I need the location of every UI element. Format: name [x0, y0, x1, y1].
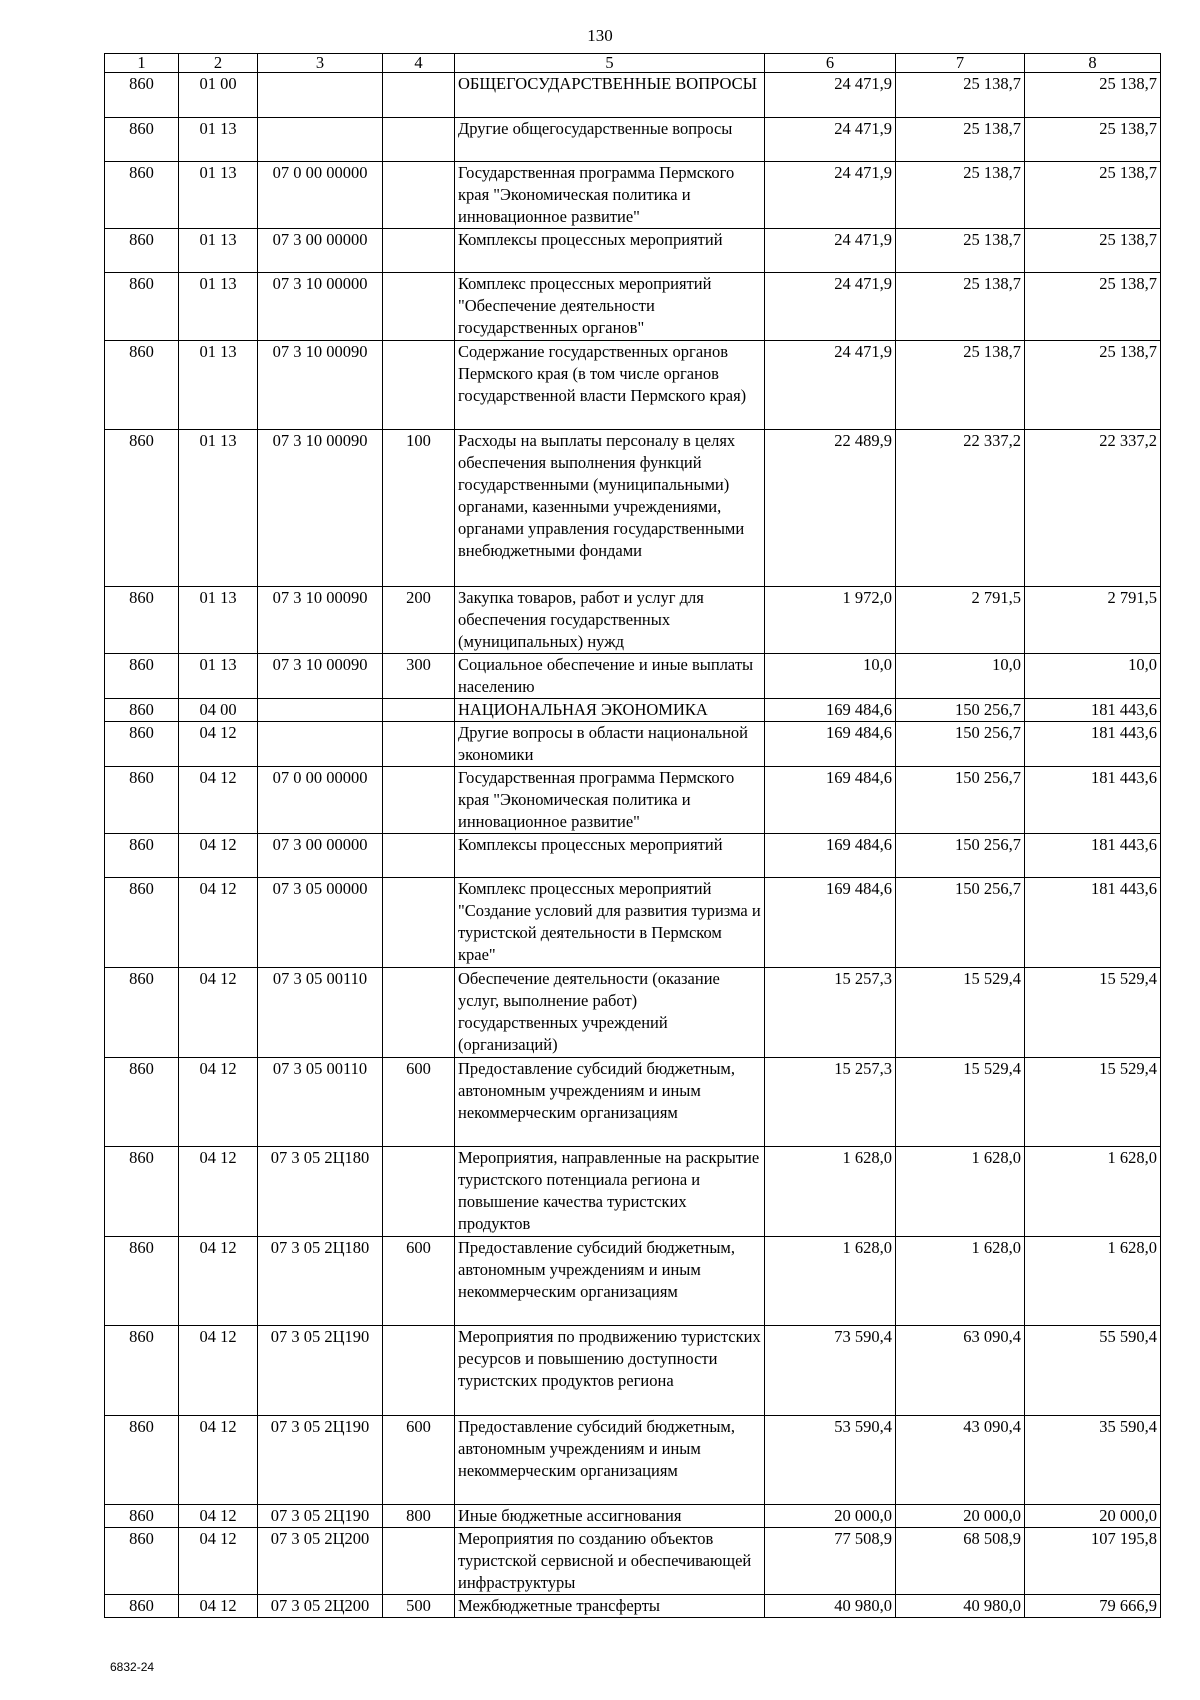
amount-col-8: 25 138,7	[1025, 118, 1161, 162]
item-name: Расходы на выплаты персоналу в целях обеспечения выполнения функций государственными (муниципальными) органами, казенными учреждениями, органами управления государственными внебюджетными фондами	[455, 430, 765, 587]
target-article-code: 07 3 05 2Ц200	[258, 1528, 383, 1595]
section-code: 01 13	[179, 273, 258, 341]
item-name: Закупка товаров, работ и услуг для обеспечения государственных (муниципальных) нужд	[455, 587, 765, 654]
amount-col-8: 15 529,4	[1025, 1058, 1161, 1147]
amount-col-7: 1 628,0	[896, 1147, 1025, 1237]
section-code: 04 12	[179, 1058, 258, 1147]
expense-type-code	[383, 1147, 455, 1237]
target-article-code: 07 3 05 00000	[258, 878, 383, 968]
table-row	[105, 878, 1161, 968]
target-article-code: 07 3 10 00090	[258, 341, 383, 430]
item-name: ОБЩЕГОСУДАРСТВЕННЫЕ ВОПРОСЫ	[455, 73, 765, 118]
amount-col-8: 22 337,2	[1025, 430, 1161, 587]
section-code: 04 12	[179, 1505, 258, 1528]
amount-col-7: 25 138,7	[896, 341, 1025, 430]
amount-col-7: 20 000,0	[896, 1505, 1025, 1528]
column-header: 7	[896, 54, 1025, 73]
table-row	[105, 1237, 1161, 1326]
amount-col-7: 25 138,7	[896, 273, 1025, 341]
amount-col-8: 10,0	[1025, 654, 1161, 699]
amount-col-6: 24 471,9	[765, 273, 896, 341]
ved-code: 860	[105, 1326, 179, 1416]
target-article-code: 07 0 00 00000	[258, 162, 383, 229]
expense-type-code	[383, 834, 455, 878]
amount-col-6: 1 628,0	[765, 1237, 896, 1326]
table-row	[105, 968, 1161, 1058]
page-number: 130	[587, 26, 613, 45]
section-code: 04 12	[179, 722, 258, 767]
amount-col-6: 169 484,6	[765, 878, 896, 968]
amount-col-8: 107 195,8	[1025, 1528, 1161, 1595]
ved-code: 860	[105, 587, 179, 654]
amount-col-8: 25 138,7	[1025, 229, 1161, 273]
item-name: Содержание государственных органов Пермского края (в том числе органов государственной власти Пермского края)	[455, 341, 765, 430]
table-row	[105, 341, 1161, 430]
table-row	[105, 1528, 1161, 1595]
amount-col-6: 53 590,4	[765, 1416, 896, 1505]
ved-code: 860	[105, 767, 179, 834]
section-code: 04 12	[179, 1528, 258, 1595]
table-row	[105, 430, 1161, 587]
amount-col-7: 25 138,7	[896, 118, 1025, 162]
section-code: 04 00	[179, 699, 258, 722]
table-row	[105, 273, 1161, 341]
section-code: 01 13	[179, 162, 258, 229]
amount-col-7: 10,0	[896, 654, 1025, 699]
amount-col-7: 43 090,4	[896, 1416, 1025, 1505]
expense-type-code	[383, 722, 455, 767]
amount-col-7: 150 256,7	[896, 722, 1025, 767]
column-header: 8	[1025, 54, 1161, 73]
amount-col-6: 24 471,9	[765, 162, 896, 229]
column-number-row	[105, 54, 1161, 73]
amount-col-8: 55 590,4	[1025, 1326, 1161, 1416]
ved-code: 860	[105, 722, 179, 767]
table-row	[105, 654, 1161, 699]
amount-col-7: 25 138,7	[896, 229, 1025, 273]
amount-col-6: 169 484,6	[765, 767, 896, 834]
item-name: Комплексы процессных мероприятий	[455, 834, 765, 878]
target-article-code	[258, 699, 383, 722]
item-name: Комплексы процессных мероприятий	[455, 229, 765, 273]
item-name: Комплекс процессных мероприятий "Обеспечение деятельности государственных органов"	[455, 273, 765, 341]
expense-type-code: 600	[383, 1058, 455, 1147]
section-code: 04 12	[179, 1237, 258, 1326]
table-row	[105, 834, 1161, 878]
ved-code: 860	[105, 699, 179, 722]
expense-type-code	[383, 229, 455, 273]
item-name: Другие общегосударственные вопросы	[455, 118, 765, 162]
amount-col-6: 1 972,0	[765, 587, 896, 654]
amount-col-6: 1 628,0	[765, 1147, 896, 1237]
amount-col-6: 15 257,3	[765, 1058, 896, 1147]
target-article-code: 07 3 05 2Ц180	[258, 1237, 383, 1326]
amount-col-8: 181 443,6	[1025, 767, 1161, 834]
target-article-code: 07 3 00 00000	[258, 229, 383, 273]
column-header: 4	[383, 54, 455, 73]
section-code: 04 12	[179, 968, 258, 1058]
amount-col-8: 2 791,5	[1025, 587, 1161, 654]
ved-code: 860	[105, 430, 179, 587]
item-name: Иные бюджетные ассигнования	[455, 1505, 765, 1528]
section-code: 01 13	[179, 430, 258, 587]
amount-col-8: 1 628,0	[1025, 1237, 1161, 1326]
section-code: 04 12	[179, 1147, 258, 1237]
table-row	[105, 587, 1161, 654]
expense-type-code	[383, 878, 455, 968]
amount-col-6: 77 508,9	[765, 1528, 896, 1595]
item-name: НАЦИОНАЛЬНАЯ ЭКОНОМИКА	[455, 699, 765, 722]
table-row	[105, 73, 1161, 118]
ved-code: 860	[105, 1595, 179, 1618]
target-article-code: 07 3 05 00110	[258, 968, 383, 1058]
item-name: Мероприятия, направленные на раскрытие туристского потенциала региона и повышение качества туристских продуктов	[455, 1147, 765, 1237]
target-article-code: 07 3 05 2Ц190	[258, 1505, 383, 1528]
ved-code: 860	[105, 1505, 179, 1528]
expense-type-code: 600	[383, 1416, 455, 1505]
item-name: Обеспечение деятельности (оказание услуг, выполнение работ) государственных учреждений (организаций)	[455, 968, 765, 1058]
ved-code: 860	[105, 118, 179, 162]
amount-col-8: 79 666,9	[1025, 1595, 1161, 1618]
amount-col-7: 25 138,7	[896, 73, 1025, 118]
section-code: 04 12	[179, 767, 258, 834]
ved-code: 860	[105, 73, 179, 118]
target-article-code: 07 3 10 00090	[258, 587, 383, 654]
item-name: Комплекс процессных мероприятий "Создание условий для развития туризма и туристской деятельности в Пермском крае"	[455, 878, 765, 968]
amount-col-7: 150 256,7	[896, 834, 1025, 878]
table-row	[105, 162, 1161, 229]
amount-col-8: 20 000,0	[1025, 1505, 1161, 1528]
amount-col-7: 15 529,4	[896, 1058, 1025, 1147]
ved-code: 860	[105, 162, 179, 229]
section-code: 01 13	[179, 341, 258, 430]
table-row	[105, 767, 1161, 834]
column-header: 6	[765, 54, 896, 73]
amount-col-7: 40 980,0	[896, 1595, 1025, 1618]
section-code: 01 00	[179, 73, 258, 118]
column-header: 3	[258, 54, 383, 73]
section-code: 04 12	[179, 1326, 258, 1416]
column-header: 1	[105, 54, 179, 73]
amount-col-8: 25 138,7	[1025, 73, 1161, 118]
ved-code: 860	[105, 878, 179, 968]
table-row	[105, 118, 1161, 162]
amount-col-7: 1 628,0	[896, 1237, 1025, 1326]
target-article-code: 07 3 10 00090	[258, 654, 383, 699]
ved-code: 860	[105, 1528, 179, 1595]
amount-col-6: 73 590,4	[765, 1326, 896, 1416]
amount-col-8: 181 443,6	[1025, 834, 1161, 878]
amount-col-7: 150 256,7	[896, 878, 1025, 968]
expense-type-code: 200	[383, 587, 455, 654]
ved-code: 860	[105, 834, 179, 878]
amount-col-7: 15 529,4	[896, 968, 1025, 1058]
item-name: Предоставление субсидий бюджетным, автономным учреждениям и иным некоммерческим организациям	[455, 1237, 765, 1326]
amount-col-6: 24 471,9	[765, 341, 896, 430]
amount-col-8: 25 138,7	[1025, 162, 1161, 229]
table-row	[105, 1595, 1161, 1618]
table-body	[105, 73, 1161, 1618]
expense-type-code	[383, 1326, 455, 1416]
target-article-code: 07 3 00 00000	[258, 834, 383, 878]
item-name: Межбюджетные трансферты	[455, 1595, 765, 1618]
expense-type-code: 600	[383, 1237, 455, 1326]
amount-col-8: 1 628,0	[1025, 1147, 1161, 1237]
expense-type-code: 500	[383, 1595, 455, 1618]
amount-col-6: 10,0	[765, 654, 896, 699]
item-name: Предоставление субсидий бюджетным, автономным учреждениям и иным некоммерческим организациям	[455, 1416, 765, 1505]
item-name: Мероприятия по продвижению туристских ресурсов и повышению доступности туристских продуктов региона	[455, 1326, 765, 1416]
target-article-code: 07 0 00 00000	[258, 767, 383, 834]
amount-col-6: 169 484,6	[765, 699, 896, 722]
expense-type-code: 100	[383, 430, 455, 587]
target-article-code	[258, 73, 383, 118]
amount-col-6: 169 484,6	[765, 834, 896, 878]
target-article-code	[258, 722, 383, 767]
expense-type-code	[383, 118, 455, 162]
expense-type-code: 300	[383, 654, 455, 699]
ved-code: 860	[105, 273, 179, 341]
expense-type-code	[383, 767, 455, 834]
amount-col-8: 35 590,4	[1025, 1416, 1161, 1505]
amount-col-8: 15 529,4	[1025, 968, 1161, 1058]
document-code: 6832-24	[110, 1660, 155, 1674]
amount-col-6: 20 000,0	[765, 1505, 896, 1528]
amount-col-6: 24 471,9	[765, 118, 896, 162]
amount-col-7: 22 337,2	[896, 430, 1025, 587]
ved-code: 860	[105, 1416, 179, 1505]
table-row	[105, 1326, 1161, 1416]
amount-col-7: 25 138,7	[896, 162, 1025, 229]
expense-type-code	[383, 968, 455, 1058]
item-name: Мероприятия по созданию объектов туристской сервисной и обеспечивающей инфраструктуры	[455, 1528, 765, 1595]
target-article-code: 07 3 05 2Ц180	[258, 1147, 383, 1237]
section-code: 01 13	[179, 229, 258, 273]
section-code: 01 13	[179, 587, 258, 654]
ved-code: 860	[105, 654, 179, 699]
amount-col-8: 181 443,6	[1025, 878, 1161, 968]
section-code: 01 13	[179, 654, 258, 699]
amount-col-7: 2 791,5	[896, 587, 1025, 654]
table-row	[105, 229, 1161, 273]
expense-type-code	[383, 1528, 455, 1595]
target-article-code: 07 3 10 00090	[258, 430, 383, 587]
target-article-code	[258, 118, 383, 162]
amount-col-7: 150 256,7	[896, 699, 1025, 722]
section-code: 04 12	[179, 878, 258, 968]
table-row	[105, 1058, 1161, 1147]
amount-col-8: 25 138,7	[1025, 273, 1161, 341]
section-code: 01 13	[179, 118, 258, 162]
section-code: 04 12	[179, 834, 258, 878]
item-name: Другие вопросы в области национальной экономики	[455, 722, 765, 767]
table-row	[105, 1505, 1161, 1528]
amount-col-8: 25 138,7	[1025, 341, 1161, 430]
amount-col-6: 24 471,9	[765, 73, 896, 118]
target-article-code: 07 3 05 2Ц200	[258, 1595, 383, 1618]
amount-col-6: 24 471,9	[765, 229, 896, 273]
amount-col-6: 169 484,6	[765, 722, 896, 767]
amount-col-8: 181 443,6	[1025, 699, 1161, 722]
ved-code: 860	[105, 968, 179, 1058]
amount-col-7: 150 256,7	[896, 767, 1025, 834]
expense-type-code: 800	[383, 1505, 455, 1528]
expense-type-code	[383, 162, 455, 229]
table-row	[105, 722, 1161, 767]
table-row	[105, 699, 1161, 722]
ved-code: 860	[105, 1237, 179, 1326]
amount-col-6: 22 489,9	[765, 430, 896, 587]
ved-code: 860	[105, 1058, 179, 1147]
table-row	[105, 1147, 1161, 1237]
table-row	[105, 1416, 1161, 1505]
amount-col-6: 40 980,0	[765, 1595, 896, 1618]
column-header: 5	[455, 54, 765, 73]
section-code: 04 12	[179, 1416, 258, 1505]
expense-type-code	[383, 273, 455, 341]
item-name: Социальное обеспечение и иные выплаты населению	[455, 654, 765, 699]
ved-code: 860	[105, 1147, 179, 1237]
target-article-code: 07 3 05 2Ц190	[258, 1416, 383, 1505]
expense-type-code	[383, 73, 455, 118]
target-article-code: 07 3 05 2Ц190	[258, 1326, 383, 1416]
section-code: 04 12	[179, 1595, 258, 1618]
amount-col-7: 63 090,4	[896, 1326, 1025, 1416]
item-name: Предоставление субсидий бюджетным, автономным учреждениям и иным некоммерческим организациям	[455, 1058, 765, 1147]
ved-code: 860	[105, 341, 179, 430]
item-name: Государственная программа Пермского края "Экономическая политика и инновационное развитие"	[455, 162, 765, 229]
expense-type-code	[383, 341, 455, 430]
budget-table	[104, 53, 1161, 1618]
amount-col-6: 15 257,3	[765, 968, 896, 1058]
target-article-code: 07 3 10 00000	[258, 273, 383, 341]
target-article-code: 07 3 05 00110	[258, 1058, 383, 1147]
ved-code: 860	[105, 229, 179, 273]
amount-col-7: 68 508,9	[896, 1528, 1025, 1595]
amount-col-8: 181 443,6	[1025, 722, 1161, 767]
column-header: 2	[179, 54, 258, 73]
item-name: Государственная программа Пермского края "Экономическая политика и инновационное развитие"	[455, 767, 765, 834]
expense-type-code	[383, 699, 455, 722]
